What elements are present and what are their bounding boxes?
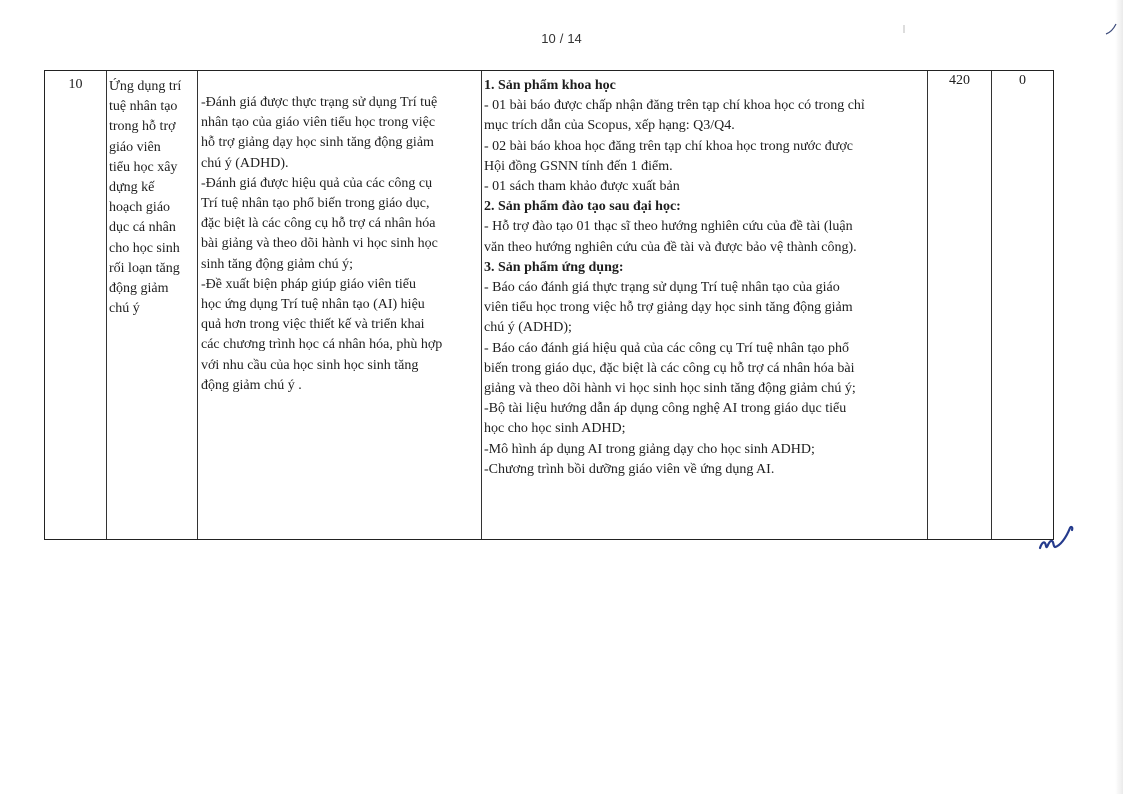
scan-edge-shadow [1115, 0, 1123, 794]
project-name-line: cho học sinh [109, 240, 180, 256]
project-name-line: chú ý [109, 301, 140, 317]
objective-line: các chương trình học cá nhân hóa, phù hợp [201, 337, 443, 353]
row-number: 10 [68, 77, 83, 92]
product-line: -Bộ tài liệu hướng dẫn áp dụng công nghệ AI trong giáo dục tiểu [484, 401, 847, 417]
objective-line: đặc biệt là các công cụ hỗ trợ cá nhân hóa [201, 216, 436, 232]
page-current: 10 [541, 31, 556, 46]
handwritten-initial [1036, 520, 1078, 556]
product-line: - Báo cáo đánh giá thực trạng sử dụng Trí tuệ nhân tạo của giáo [484, 280, 840, 296]
project-name-line: dục cá nhân [109, 220, 176, 236]
objective-line: động giảm chú ý . [201, 377, 302, 393]
project-name-line: tiểu học xây [109, 159, 178, 175]
objective-line: quả hơn trong việc thiết kế và triển khai [201, 317, 425, 333]
objective-line: -Đề xuất biện pháp giúp giáo viên tiểu [201, 276, 416, 292]
product-line: chú ý (ADHD); [484, 320, 572, 336]
page-number [0, 31, 1123, 46]
objective-line: hỗ trợ giảng dạy học sinh tăng động giảm [201, 135, 434, 151]
project-name-line: rối loạn tăng [109, 260, 180, 276]
product-heading-application: 3. Sản phẩm ứng dụng: [484, 259, 624, 275]
objective-line: bài giảng và theo dõi hành vi học sinh học [201, 236, 438, 252]
product-line: - Báo cáo đánh giá hiệu quả của các công cụ Trí tuệ nhân tạo phổ [484, 340, 850, 356]
product-line: biến trong giáo dục, đặc biệt là các công cụ hỗ trợ cá nhân hóa bài [484, 360, 855, 376]
objective-line: với nhu cầu của học sinh học sinh tăng [201, 357, 419, 373]
product-line: -Mô hình áp dụng AI trong giảng dạy cho học sinh ADHD; [484, 441, 815, 457]
product-line: - 01 sách tham khảo được xuất bản [484, 179, 680, 195]
objective-line: sinh tăng động giảm chú ý; [201, 256, 354, 272]
other-funding-cell [992, 71, 1053, 539]
project-name-line: hoạch giáo [109, 200, 171, 216]
objective-line: -Đánh giá được hiệu quả của các công cụ [201, 175, 433, 191]
project-name-cell [107, 71, 198, 539]
product-heading-training: 2. Sản phẩm đào tạo sau đại học: [484, 199, 681, 215]
project-name-line: dựng kế [109, 180, 155, 196]
product-line: -Chương trình bồi dưỡng giáo viên về ứng dụng AI. [484, 461, 775, 477]
product-line: - Hỗ trợ đào tạo 01 thạc sĩ theo hướng nghiên cứu của đề tài (luận [484, 219, 853, 235]
funding-value: 420 [949, 73, 970, 88]
page-separator: / [559, 31, 564, 46]
products-cell [482, 71, 928, 539]
product-line: Hội đồng GSNN tính đến 1 điểm. [484, 158, 673, 174]
objective-line: chú ý (ADHD). [201, 155, 289, 171]
project-name-line: Ứng dụng trí [109, 79, 182, 94]
objectives-cell [198, 71, 482, 539]
product-line: - 01 bài báo được chấp nhận đăng trên tạp chí khoa học có trong chỉ [484, 98, 865, 114]
funding-cell [928, 71, 992, 539]
product-line: viên tiểu học trong việc hỗ trợ giảng dạy học sinh tăng động giảm [484, 300, 853, 316]
objective-line: học ứng dụng Trí tuệ nhân tạo (AI) hiệu [201, 297, 425, 313]
scan-speck [903, 20, 905, 28]
project-name-line: trong hỗ trợ [109, 119, 176, 135]
objective-line: nhân tạo của giáo viên tiểu học trong việc [201, 115, 436, 131]
product-line: học cho học sinh ADHD; [484, 421, 626, 437]
product-line: văn theo hướng nghiên cứu của đề tài và được bảo vệ thành công). [484, 239, 857, 255]
row-number-cell [45, 71, 107, 539]
objective-line: Trí tuệ nhân tạo phổ biến trong giáo dục, [201, 196, 430, 212]
project-name-line: tuệ nhân tạo [109, 99, 178, 115]
product-heading-science: 1. Sản phẩm khoa học [484, 78, 616, 93]
product-line: - 02 bài báo khoa học đăng trên tạp chí khoa học trong nước được [484, 138, 853, 154]
objective-line: -Đánh giá được thực trạng sử dụng Trí tuệ [201, 95, 438, 110]
product-line: giảng và theo dõi hành vi học sinh học sinh tăng động giảm chú ý; [484, 381, 856, 397]
page-total: 14 [567, 31, 582, 46]
project-table [44, 70, 1054, 540]
product-line: mục trích dẫn của Scopus, xếp hạng: Q3/Q4. [484, 118, 735, 134]
project-name-line: động giảm [109, 281, 169, 297]
project-name-line: giáo viên [109, 139, 161, 155]
other-funding-value: 0 [1019, 73, 1026, 88]
